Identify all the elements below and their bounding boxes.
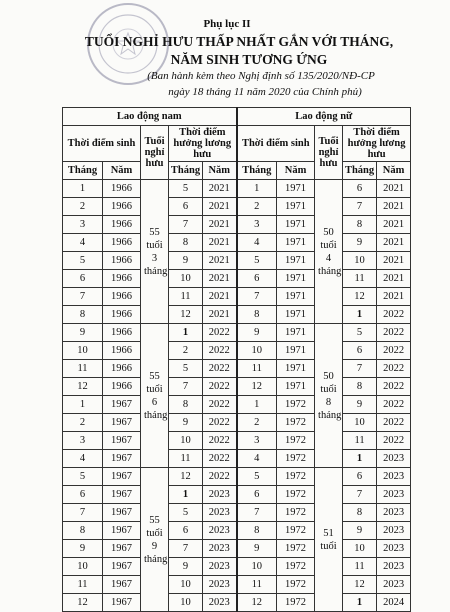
male-pension-month: 6 [169,198,203,216]
female-birth-month: 2 [237,198,277,216]
female-birth-month: 7 [237,288,277,306]
document-title: TUỔI NGHỈ HƯU THẤP NHẤT GẮN VỚI THÁNG, [84,34,394,49]
female-birth-year: 1972 [277,558,315,576]
female-pension-year: 2022 [377,360,411,378]
table-row [63,504,411,522]
female-pension-year: 2022 [377,396,411,414]
retirement-age-table [62,107,411,612]
group-header-female: Lao động nữ [237,108,411,126]
female-pension-year: 2021 [377,234,411,252]
male-pension-year: 2022 [203,342,237,360]
male-birth-month: 7 [63,504,103,522]
female-pension-year: 2023 [377,468,411,486]
col-header-pension-female: Thời điểm hưởng lương hưu [343,126,411,162]
male-birth-month: 4 [63,234,103,252]
col-header-year: Năm [377,162,411,180]
female-birth-year: 1972 [277,576,315,594]
female-pension-year: 2021 [377,216,411,234]
male-birth-year: 1966 [103,252,141,270]
female-pension-month: 12 [343,576,377,594]
female-birth-month: 8 [237,522,277,540]
male-retirement-age: 55 tuổi 3 tháng [141,180,169,324]
female-birth-year: 1971 [277,360,315,378]
table-row [63,432,411,450]
col-header-month: Tháng [169,162,203,180]
male-pension-month: 2 [169,342,203,360]
table-row [63,522,411,540]
female-birth-year: 1971 [277,342,315,360]
female-birth-month: 5 [237,468,277,486]
male-birth-month: 4 [63,450,103,468]
male-birth-month: 6 [63,270,103,288]
female-birth-year: 1972 [277,468,315,486]
female-birth-year: 1971 [277,180,315,198]
female-pension-year: 2022 [377,432,411,450]
col-header-year: Năm [103,162,141,180]
female-birth-month: 3 [237,216,277,234]
male-birth-year: 1967 [103,450,141,468]
female-pension-year: 2022 [377,306,411,324]
female-birth-month: 4 [237,234,277,252]
table-row [63,576,411,594]
female-pension-month: 7 [343,198,377,216]
male-pension-month: 10 [169,576,203,594]
female-pension-month: 9 [343,396,377,414]
table-row [63,360,411,378]
female-pension-month: 6 [343,468,377,486]
male-birth-year: 1966 [103,270,141,288]
female-birth-year: 1971 [277,216,315,234]
male-birth-year: 1967 [103,468,141,486]
table-row [63,324,411,342]
male-pension-year: 2022 [203,414,237,432]
female-pension-month: 12 [343,288,377,306]
col-header-birth-male: Thời điểm sinh [63,126,141,162]
male-birth-month: 7 [63,288,103,306]
female-pension-year: 2023 [377,522,411,540]
female-pension-year: 2021 [377,252,411,270]
female-birth-month: 6 [237,486,277,504]
male-pension-month: 5 [169,504,203,522]
table-row [63,540,411,558]
female-pension-year: 2022 [377,342,411,360]
female-pension-month: 11 [343,558,377,576]
female-birth-year: 1971 [277,252,315,270]
male-pension-month: 7 [169,540,203,558]
male-pension-month: 7 [169,216,203,234]
female-pension-month: 6 [343,342,377,360]
male-birth-month: 1 [63,396,103,414]
male-birth-year: 1966 [103,342,141,360]
female-pension-month: 9 [343,522,377,540]
male-birth-year: 1966 [103,234,141,252]
female-birth-month: 1 [237,180,277,198]
table-row [63,396,411,414]
male-pension-month: 5 [169,180,203,198]
female-pension-month: 1 [343,306,377,324]
female-birth-month: 2 [237,414,277,432]
female-pension-month: 8 [343,504,377,522]
female-birth-month: 10 [237,342,277,360]
female-birth-month: 6 [237,270,277,288]
male-pension-year: 2022 [203,468,237,486]
male-birth-year: 1966 [103,288,141,306]
female-pension-year: 2021 [377,270,411,288]
male-birth-month: 2 [63,414,103,432]
female-pension-year: 2023 [377,558,411,576]
table-row [63,486,411,504]
decree-reference: (Ban hành kèm theo Nghị định số 135/2020/NĐ-CP [147,70,375,82]
male-birth-month: 3 [63,432,103,450]
female-birth-month: 9 [237,540,277,558]
table-row [63,234,411,252]
female-birth-month: 8 [237,306,277,324]
female-birth-year: 1972 [277,414,315,432]
male-pension-month: 7 [169,378,203,396]
female-birth-month: 11 [237,360,277,378]
female-pension-month: 8 [343,378,377,396]
male-pension-month: 11 [169,450,203,468]
col-header-year: Năm [203,162,237,180]
female-birth-month: 1 [237,396,277,414]
male-birth-month: 12 [63,594,103,612]
male-birth-month: 5 [63,468,103,486]
female-birth-year: 1972 [277,540,315,558]
female-birth-year: 1971 [277,270,315,288]
table-row [63,450,411,468]
document-title-line2: NĂM SINH TƯƠNG ỨNG [170,52,328,67]
table-row [63,468,411,486]
male-pension-year: 2023 [203,504,237,522]
male-birth-year: 1967 [103,396,141,414]
male-birth-month: 6 [63,486,103,504]
female-pension-month: 6 [343,180,377,198]
female-birth-year: 1971 [277,234,315,252]
male-birth-year: 1967 [103,414,141,432]
male-birth-year: 1966 [103,360,141,378]
female-pension-year: 2023 [377,450,411,468]
female-retirement-age: 51 tuổi [315,468,343,612]
male-birth-month: 12 [63,378,103,396]
table-row [63,270,411,288]
table-row [63,558,411,576]
male-pension-month: 5 [169,360,203,378]
female-birth-month: 5 [237,252,277,270]
male-pension-year: 2022 [203,396,237,414]
female-birth-year: 1971 [277,198,315,216]
appendix-label: Phụ lục II [203,18,251,30]
table-row [63,342,411,360]
col-header-age-male: Tuổi nghỉ hưu [141,126,169,180]
male-pension-month: 10 [169,594,203,612]
female-pension-month: 9 [343,234,377,252]
female-birth-year: 1972 [277,432,315,450]
female-pension-month: 7 [343,360,377,378]
female-pension-year: 2023 [377,576,411,594]
male-birth-year: 1966 [103,378,141,396]
male-pension-year: 2021 [203,234,237,252]
male-birth-month: 9 [63,324,103,342]
male-pension-month: 9 [169,558,203,576]
male-pension-month: 9 [169,252,203,270]
female-pension-year: 2021 [377,288,411,306]
female-birth-year: 1971 [277,324,315,342]
table-row [63,306,411,324]
female-pension-year: 2022 [377,324,411,342]
table-row [63,414,411,432]
male-birth-month: 3 [63,216,103,234]
female-pension-year: 2023 [377,540,411,558]
male-birth-month: 11 [63,360,103,378]
female-pension-month: 10 [343,252,377,270]
female-birth-month: 12 [237,378,277,396]
male-pension-year: 2022 [203,360,237,378]
male-pension-year: 2021 [203,288,237,306]
male-pension-year: 2023 [203,594,237,612]
male-pension-month: 8 [169,396,203,414]
male-pension-year: 2021 [203,306,237,324]
female-birth-year: 1972 [277,522,315,540]
female-birth-month: 10 [237,558,277,576]
female-birth-year: 1971 [277,378,315,396]
female-birth-year: 1972 [277,396,315,414]
male-birth-year: 1967 [103,576,141,594]
table-row [63,594,411,612]
male-pension-year: 2021 [203,252,237,270]
male-birth-year: 1966 [103,216,141,234]
male-pension-month: 1 [169,324,203,342]
female-pension-month: 1 [343,450,377,468]
female-pension-year: 2021 [377,198,411,216]
female-pension-month: 10 [343,414,377,432]
female-birth-month: 7 [237,504,277,522]
table-row [63,288,411,306]
female-birth-year: 1972 [277,504,315,522]
female-birth-month: 9 [237,324,277,342]
male-birth-month: 11 [63,576,103,594]
male-birth-month: 2 [63,198,103,216]
male-birth-month: 10 [63,342,103,360]
female-retirement-age: 50 tuổi 4 tháng [315,180,343,324]
female-birth-month: 3 [237,432,277,450]
male-pension-year: 2023 [203,540,237,558]
male-pension-month: 1 [169,486,203,504]
female-pension-month: 11 [343,270,377,288]
male-pension-month: 12 [169,306,203,324]
male-pension-month: 10 [169,270,203,288]
male-birth-month: 5 [63,252,103,270]
female-pension-year: 2024 [377,594,411,612]
male-birth-year: 1967 [103,486,141,504]
female-pension-year: 2021 [377,180,411,198]
male-pension-month: 12 [169,468,203,486]
female-pension-month: 11 [343,432,377,450]
col-header-pension-male: Thời điểm hưởng lương hưu [169,126,237,162]
female-pension-month: 8 [343,216,377,234]
female-pension-year: 2023 [377,486,411,504]
col-header-month: Tháng [63,162,103,180]
female-birth-month: 11 [237,576,277,594]
female-pension-month: 5 [343,324,377,342]
male-birth-year: 1966 [103,324,141,342]
male-pension-year: 2021 [203,180,237,198]
female-birth-month: 4 [237,450,277,468]
female-pension-year: 2022 [377,378,411,396]
table-row [63,180,411,198]
male-birth-year: 1966 [103,180,141,198]
male-birth-month: 1 [63,180,103,198]
female-birth-year: 1971 [277,306,315,324]
male-retirement-age: 55 tuổi 9 tháng [141,468,169,612]
female-pension-month: 7 [343,486,377,504]
female-retirement-age: 50 tuổi 8 tháng [315,324,343,468]
male-birth-year: 1966 [103,306,141,324]
male-pension-year: 2021 [203,270,237,288]
male-birth-year: 1967 [103,504,141,522]
male-pension-year: 2023 [203,522,237,540]
male-pension-year: 2022 [203,378,237,396]
decree-date: ngày 18 tháng 11 năm 2020 của Chính phủ) [168,86,362,98]
female-birth-year: 1971 [277,288,315,306]
male-pension-year: 2021 [203,216,237,234]
table-row [63,216,411,234]
female-birth-year: 1972 [277,594,315,612]
female-pension-year: 2022 [377,414,411,432]
male-pension-month: 8 [169,234,203,252]
female-pension-month: 10 [343,540,377,558]
male-pension-year: 2022 [203,324,237,342]
male-birth-year: 1967 [103,558,141,576]
male-birth-month: 10 [63,558,103,576]
male-pension-month: 11 [169,288,203,306]
male-birth-year: 1967 [103,522,141,540]
male-birth-year: 1967 [103,540,141,558]
male-pension-month: 9 [169,414,203,432]
male-pension-month: 10 [169,432,203,450]
male-pension-year: 2021 [203,198,237,216]
col-header-birth-female: Thời điểm sinh [237,126,315,162]
col-header-age-female: Tuổi nghỉ hưu [315,126,343,180]
table-row [63,252,411,270]
female-pension-month: 1 [343,594,377,612]
male-birth-year: 1967 [103,432,141,450]
col-header-year: Năm [277,162,315,180]
male-pension-month: 6 [169,522,203,540]
male-birth-month: 8 [63,306,103,324]
male-birth-year: 1966 [103,198,141,216]
male-pension-year: 2023 [203,558,237,576]
female-birth-month: 12 [237,594,277,612]
male-birth-month: 8 [63,522,103,540]
col-header-month: Tháng [237,162,277,180]
male-birth-year: 1967 [103,594,141,612]
female-pension-year: 2023 [377,504,411,522]
male-birth-month: 9 [63,540,103,558]
col-header-month: Tháng [343,162,377,180]
male-pension-year: 2023 [203,486,237,504]
table-row [63,198,411,216]
male-retirement-age: 55 tuổi 6 tháng [141,324,169,468]
male-pension-year: 2023 [203,576,237,594]
male-pension-year: 2022 [203,450,237,468]
female-birth-year: 1972 [277,486,315,504]
male-pension-year: 2022 [203,432,237,450]
group-header-male: Lao động nam [63,108,237,126]
table-row [63,378,411,396]
female-birth-year: 1972 [277,450,315,468]
